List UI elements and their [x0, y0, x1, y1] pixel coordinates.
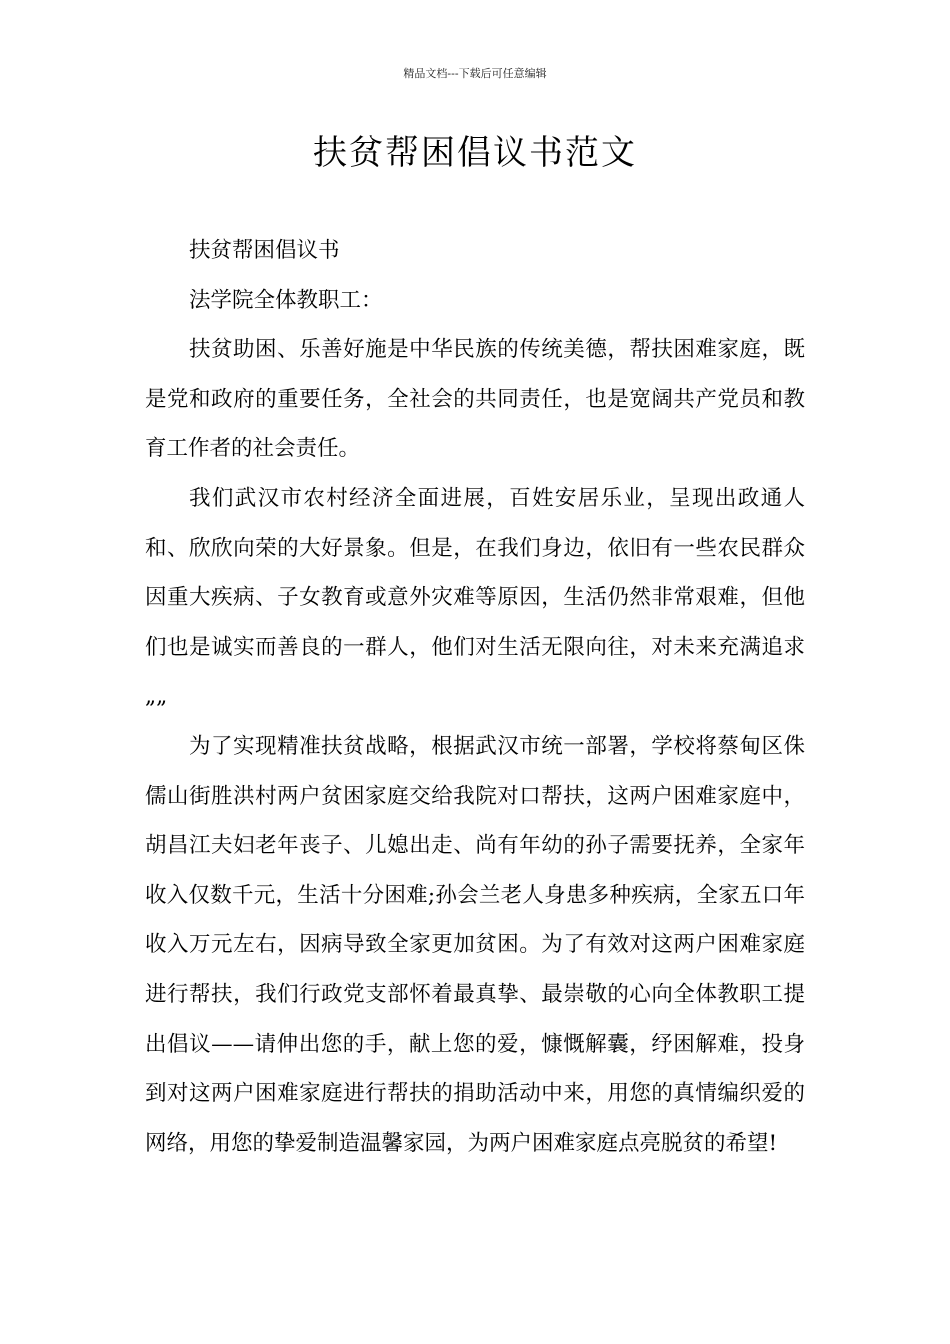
paragraph-1: 扶贫助困、乐善好施是中华民族的传统美德，帮扶困难家庭，既是党和政府的重要任务，全社会的共同责任，也是宽阔共产党员和教育工作者的社会责任。 [145, 337, 805, 462]
paragraph-salutation: 法学院全体教职工： [189, 287, 383, 313]
header-note: 精品文档---下载后可任意编辑 [403, 67, 547, 80]
paragraph-3: 为了实现精准扶贫战略，根据武汉市统一部署，学校将蔡甸区侏儒山街胜洪村两户贫困家庭交给我院对口帮扶，这两户困难家庭中，胡昌江夫妇老年丧子、儿媳出走、尚有年幼的孙子需要抚养，全家年收入仅数千元，生活十分困难;孙会兰老人身患多种疾病，全家五口年收入万元左右，因病导致全家更加贫困。为了有效对这两户困难家庭进行帮扶，我们行政党支部怀着最真挚、最崇敬的心向全体教职工提出倡议——请伸出您的手，献上您的爱，慷慨解囊，纾困解难，投身到对这两户困难家庭进行帮扶的捐助活动中来，用您的真情编织爱的网络，用您的挚爱制造温馨家园，为两户困难家庭点亮脱贫的希望! [145, 733, 805, 1156]
document-body [145, 226, 805, 1168]
paragraph-2: 我们武汉市农村经济全面进展，百姓安居乐业，呈现出政通人和、欣欣向荣的大好景象。但是，在我们身边，依旧有一些农民群众因重大疾病、子女教育或意外灾难等原因，生活仍然非常艰难，但他们也是诚实而善良的一群人，他们对生活无限向往，对未来充满追求„„ [145, 485, 805, 710]
document-title: 扶贫帮困倡议书范文 [313, 133, 637, 173]
paragraph-subtitle: 扶贫帮困倡议书 [189, 238, 340, 263]
